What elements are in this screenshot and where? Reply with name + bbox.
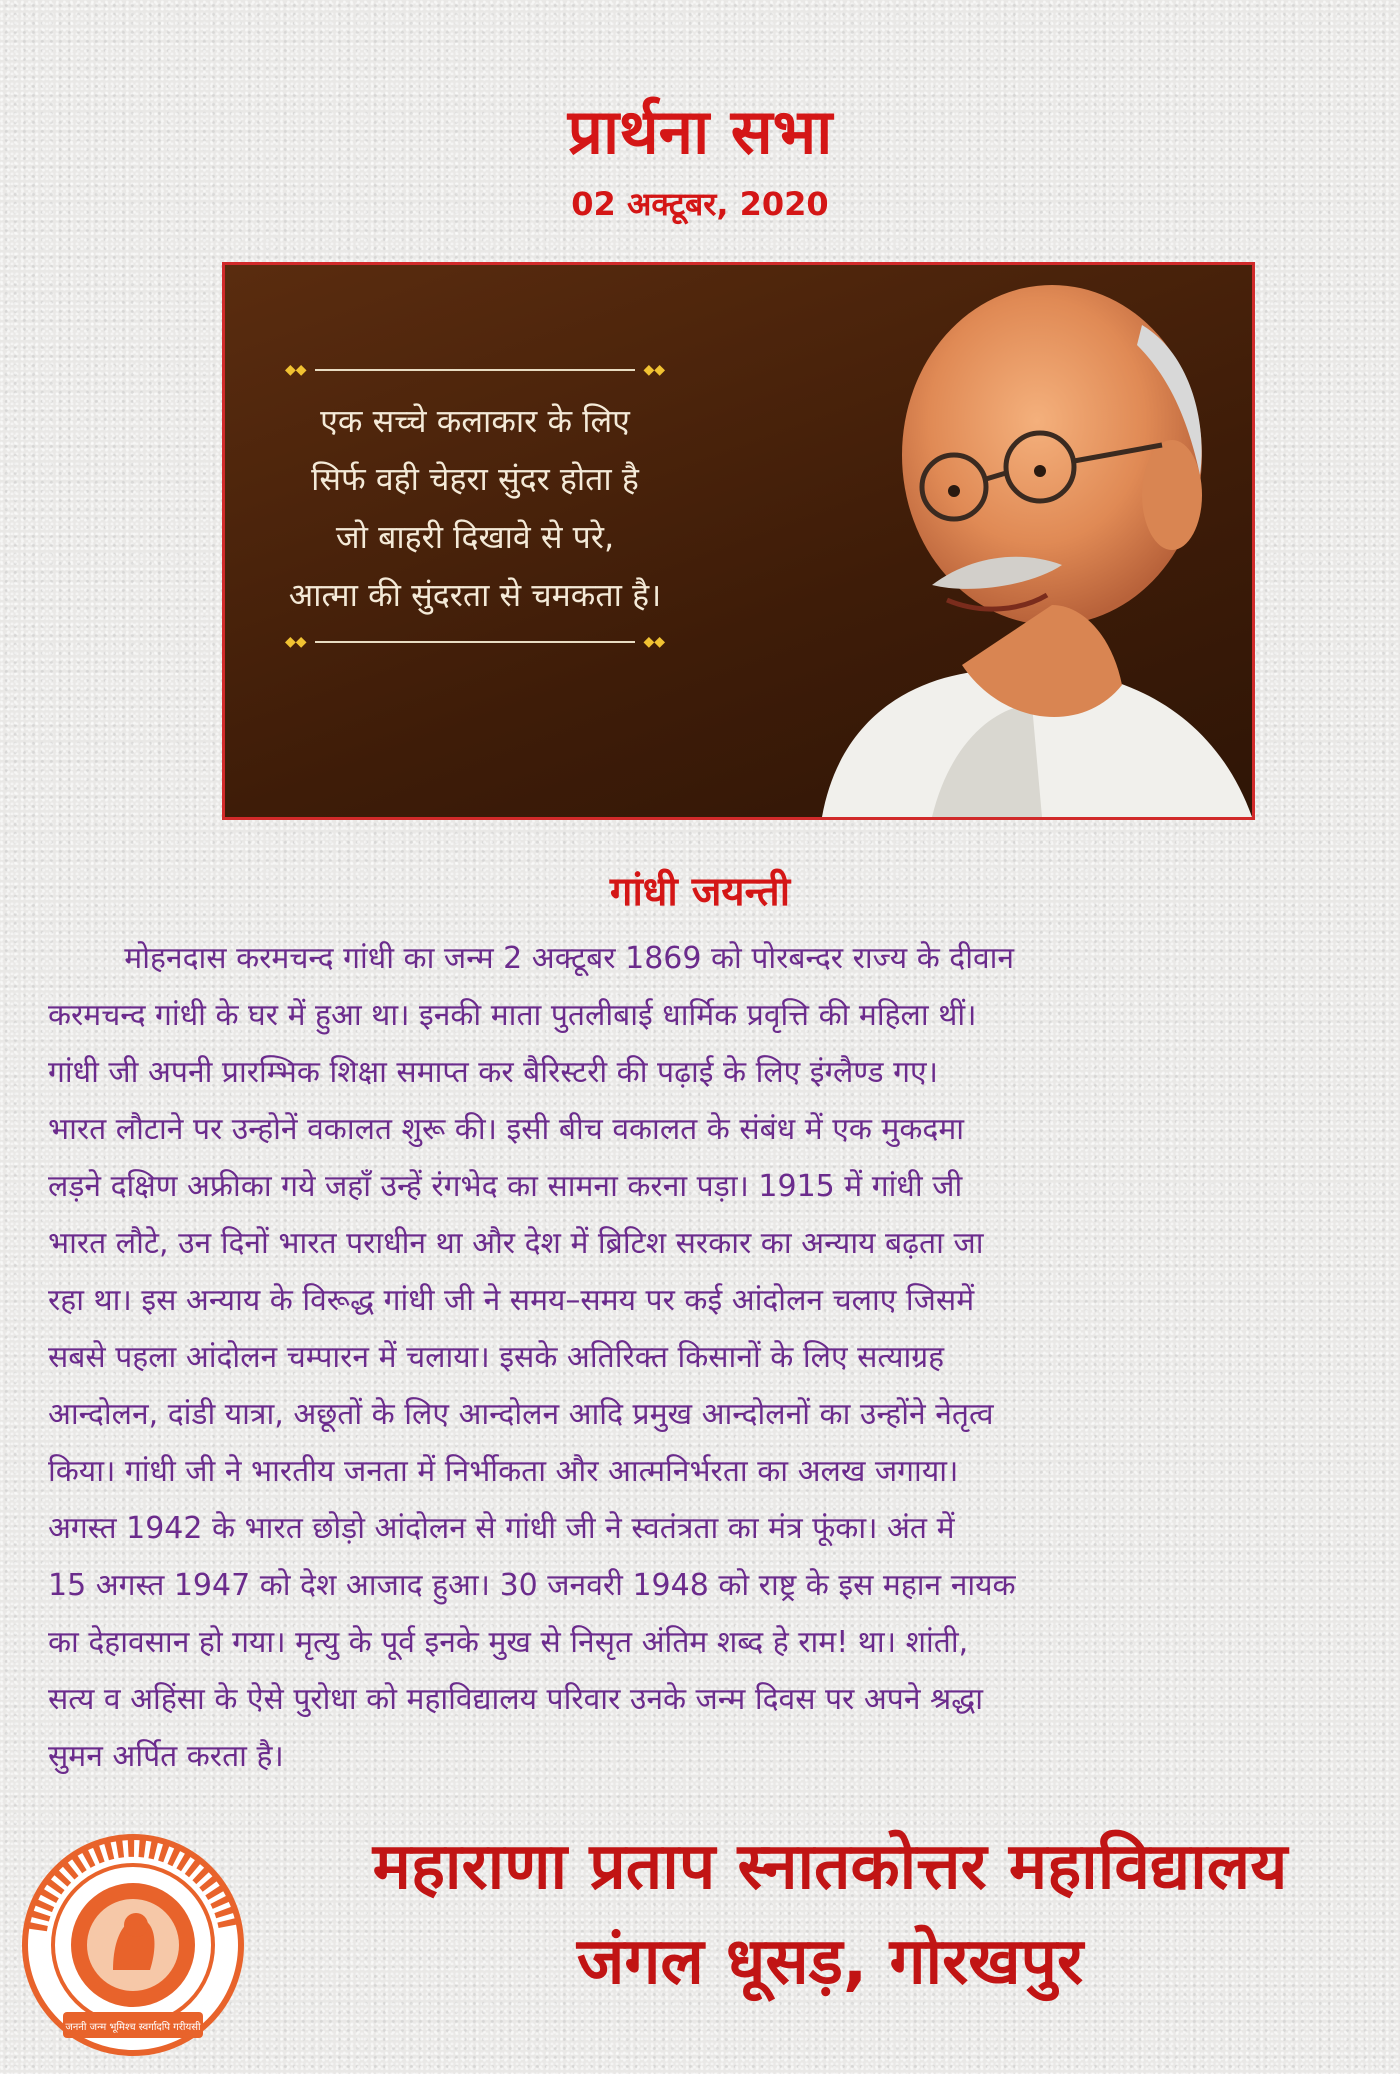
college-line-1: महाराणा प्रताप स्नातकोत्तर महाविद्यालय — [372, 1830, 1288, 1904]
article-line: किया। गांधी जी ने भारतीय जनता में निर्भीकता और आत्मनिर्भरता का अलख जगाया। — [48, 1454, 959, 1489]
top-divider — [285, 360, 665, 380]
article-line: गांधी जी अपनी प्रारम्भिक शिक्षा समाप्त कर बैरिस्टरी की पढ़ाई के लिए इंग्लैण्ड गए। — [48, 1055, 938, 1090]
article-line: भारत लौटाने पर उन्होनें वकालत शुरू की। इसी बीच वकालत के संबंध में एक मुकदमा — [48, 1112, 965, 1147]
quote-line: एक सच्चे कलाकार के लिए — [320, 402, 630, 440]
college-name — [260, 1820, 1400, 1999]
article-line: भारत लौटे, उन दिनों भारत पराधीन था और देश में ब्रिटिश सरकार का अन्याय बढ़ता जा — [48, 1226, 984, 1261]
article-heading: गांधी जयन्ती — [609, 869, 791, 915]
quote-line: आत्मा की सुंदरता से चमकता है। — [288, 576, 662, 614]
gandhi-portrait — [782, 265, 1252, 817]
diamond-icon: ◆◆ — [285, 362, 307, 378]
article-line: मोहनदास करमचन्द गांधी का जन्म 2 अक्टूबर 1869 को पोरबन्दर राज्य के दीवान — [48, 941, 1015, 976]
article-line: अगस्त 1942 के भारत छोड़ो आंदोलन से गांधी जी ने स्वतंत्रता का मंत्र फूंका। अंत में — [48, 1511, 955, 1546]
article-line: का देहावसान हो गया। मृत्यु के पूर्व इनके मुख से निसृत अंतिम शब्द हे राम! था। शांती, — [48, 1625, 969, 1660]
article-line: लड़ने दक्षिण अफ्रीका गये जहाँ उन्हें रंगभेद का सामना करना पड़ा। 1915 में गांधी जी — [48, 1169, 963, 1204]
article-body — [48, 930, 1378, 1785]
bottom-divider — [285, 632, 665, 652]
diamond-icon: ◆◆ — [285, 634, 307, 650]
article-line: सत्य व अहिंसा के ऐसे पुरोधा को महाविद्यालय परिवार उनके जन्म दिवस पर अपने श्रद्धा — [48, 1682, 983, 1717]
article-line: आन्दोलन, दांडी यात्रा, अछूतों के लिए आन्दोलन आदि प्रमुख आन्दोलनों का उन्होंने नेतृत्व — [48, 1397, 994, 1432]
quote-banner — [222, 262, 1255, 820]
article-line: 15 अगस्त 1947 को देश आजाद हुआ। 30 जनवरी 1948 को राष्ट्र के इस महान नायक — [48, 1568, 1016, 1603]
article-line: सुमन अर्पित करता है। — [48, 1739, 284, 1774]
diamond-icon: ◆◆ — [643, 362, 665, 378]
article-line: रहा था। इस अन्याय के विरूद्ध गांधी जी ने समय–समय पर कई आंदोलन चलाए जिसमें — [48, 1283, 975, 1318]
college-line-2: जंगल धूसड़, गोरखपुर — [576, 1925, 1084, 1999]
quote-line: जो बाहरी दिखावे से परे, — [335, 518, 615, 556]
quote-box — [285, 360, 665, 652]
quote-line: सिर्फ वही चेहरा सुंदर होता है — [311, 460, 639, 498]
event-date: 02 अक्टूबर, 2020 — [571, 185, 829, 223]
logo-motto: जननी जन्म भूमिश्च स्वर्गादपि गरीयसी — [65, 2022, 201, 2033]
page-title: प्रार्थना सभा — [567, 95, 833, 168]
article-line: सबसे पहला आंदोलन चम्पारन में चलाया। इसके अतिरिक्त किसानों के लिए सत्याग्रह — [48, 1340, 945, 1375]
diamond-icon: ◆◆ — [643, 634, 665, 650]
article-line: करमचन्द गांधी के घर में हुआ था। इनकी माता पुतलीबाई धार्मिक प्रवृत्ति की महिला थीं। — [48, 998, 977, 1033]
college-logo — [18, 1830, 248, 2060]
